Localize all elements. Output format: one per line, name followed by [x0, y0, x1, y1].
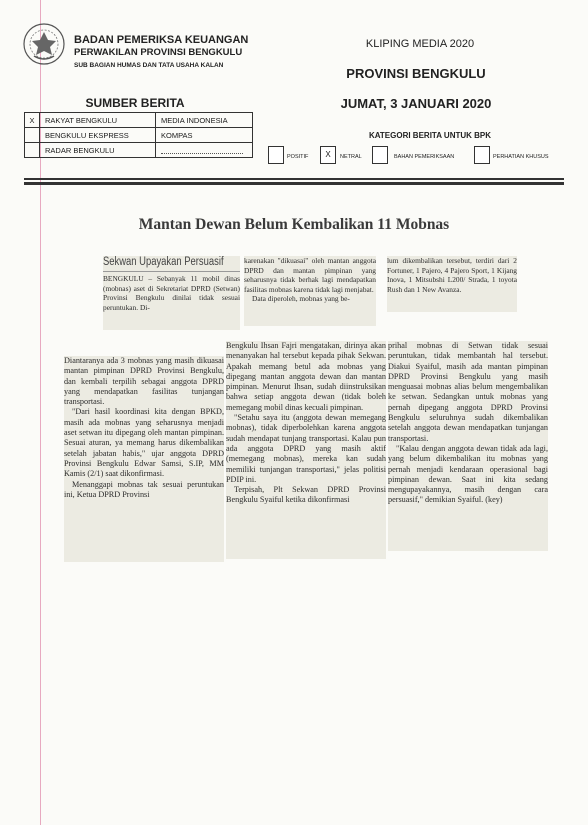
source-media: KOMPAS: [156, 128, 253, 143]
article-paragraph: "Setahu saya itu (anggota dewan memegang mobnas), tidak diperbolehkan karena anggota sudah mendapat tunjang transportasi. Kalau pun ada anggota DPRD yang masih aktif (memegang mobnas), mereka kan sudah memiliki tunjangan transportasi," jelas politisi PDIP ini.: [226, 413, 386, 484]
divider: [103, 271, 240, 272]
source-name: RADAR BENGKULU: [40, 143, 156, 158]
clipping-body-col1: [64, 356, 224, 562]
divider: [24, 178, 564, 180]
article-paragraph: prihal mobnas di Setwan tidak sesuai peruntukan, tidak membantah hal tersebut. Diakui Syaiful, masih ada mantan pimpinan DPRD Provinsi Bengkulu yang masih menguasai mobnas alias belum mengembalikan ke setwan. Sedangkan untuk mobnas yang pernah dipegang anggota DPRD Provinsi Bengkulu seluruhnya sudah dikembalikan setelah anggota dewan mendapatkan tunjangan transportasi.: [388, 341, 548, 443]
clipping-body-col2: [226, 341, 386, 559]
netral-checkbox: X: [320, 146, 336, 164]
category-title: KATEGORI BERITA UNTUK BPK: [368, 131, 492, 140]
bahan-pemeriksaan-label: BAHAN PEMERIKSAAN: [394, 154, 455, 160]
bpk-logo: [22, 22, 66, 66]
article-paragraph: Menanggapi mobnas tak sesuai peruntukan ini, Ketua DPRD Provinsi: [64, 479, 224, 499]
source-mark: [25, 143, 40, 158]
perhatian-khusus-checkbox: [474, 146, 490, 164]
source-row: [25, 143, 253, 158]
clipping-body-col3: [388, 341, 548, 551]
netral-label: NETRAL: [340, 154, 362, 160]
bahan-pemeriksaan-checkbox: [372, 146, 388, 164]
source-media: MEDIA INDONESIA: [156, 113, 253, 128]
org-branch: PERWAKILAN PROVINSI BENGKULU: [74, 47, 243, 58]
article-paragraph: karenakan "dikuasai" oleh mantan anggota DPRD dan mantan pimpinan yang seharusnya tidak berhak lagi mendapatkan fasilitas mobnas karena tidak lagi menjabat.: [244, 256, 376, 294]
article-paragraph: Diantaranya ada 3 mobnas yang masih dikuasai mantan pimpinan DPRD Provinsi Bengkulu, dan kembali terpilih sebagai anggota DPRD yang mendapatkan fasilitas tunjangan transportasi.: [64, 356, 224, 407]
article-paragraph: "Dari hasil koordinasi kita dengan BPKD, masih ada mobnas yang seharusnya menjadi aset setwan itu dipegang oleh mantan pimpinan. Sesuai aturan, ya memang harus dikembalikan setelah jabatan habis," ujar anggota DPRD Provinsi Bengkulu Edwar Samsi, S.IP, MM Kamis (2/1) saat dikonfirmasi.: [64, 407, 224, 479]
source-row: [25, 128, 253, 143]
clipping-intro: [103, 256, 240, 330]
clipping-col2: [244, 256, 376, 326]
source-row: [25, 113, 253, 128]
article-subhead: Sekwan Upayakan Persuasif: [103, 256, 224, 268]
date-title: JUMAT, 3 JANUARI 2020: [340, 96, 492, 111]
article-paragraph: Data diperoleh, mobnas yang be-: [252, 294, 350, 303]
clipping-col3: [387, 256, 517, 312]
perhatian-khusus-label: PERHATIAN KHUSUS: [493, 154, 549, 160]
positif-label: POSITIF: [287, 154, 309, 160]
article-paragraph: Terpisah, Plt Sekwan DPRD Provinsi Bengkulu Syaiful ketika dikonfirmasi: [226, 485, 386, 505]
source-media: [156, 143, 253, 158]
org-subdivision: SUB BAGIAN HUMAS DAN TATA USAHA KALAN: [74, 62, 224, 69]
kliping-title: KLIPING MEDIA 2020: [365, 38, 475, 50]
divider: [24, 182, 564, 185]
article-paragraph: lum dikembalikan tersebut, terdiri dari 2 Fortuner, 1 Pajero, 4 Pajero Sport, 1 Kijang Inova, 1 Mitsubshi L200/ Strada, 1 toyota Rush dan 1 New Avanza.: [387, 256, 517, 294]
org-name: BADAN PEMERIKSA KEUANGAN: [74, 34, 249, 46]
province-title: PROVINSI BENGKULU: [346, 66, 486, 81]
sources-title: SUMBER BERITA: [85, 96, 185, 110]
article-paragraph: Bengkulu Ihsan Fajri mengatakan, dirinya akan menanyakan hal tersebut kepada pihak Sekwan. Apakah memang betul ada mobnas yang dipegang mantan anggota dewan dan mantan pimpinan. Menurut Ihsan, sudah diinstruksikan bahwa setiap anggota dewan (tidak boleh memegang mobil dinas kecuali pimpinan.: [226, 341, 386, 412]
article-headline: Mantan Dewan Belum Kembalikan 11 Mobnas: [138, 216, 450, 233]
sources-table: [24, 112, 253, 158]
positif-checkbox: [268, 146, 284, 164]
source-name: BENGKULU EKSPRESS: [40, 128, 156, 143]
source-name: RAKYAT BENGKULU: [40, 113, 156, 128]
article-lead: BENGKULU – Sebanyak 11 mobil dinas (mobnas) aset di Sekretariat DPRD (Setwan) Provinsi Bengkulu dinilai tidak sesuai peruntukan. Di-: [103, 274, 240, 312]
source-mark: [25, 128, 40, 143]
article-paragraph: "Kalau dengan anggota dewan tidak ada lagi, yang belum dikembalikan itu mobnas yang pernah menjadi kendaraan operasional bagi pimpinan dewan. Saat ini kita sedang mengupayakannya, masih dengan cara persuasif," demikian Syaiful. (key): [388, 443, 548, 505]
blank-line: [161, 145, 243, 154]
source-mark: X: [25, 113, 40, 128]
